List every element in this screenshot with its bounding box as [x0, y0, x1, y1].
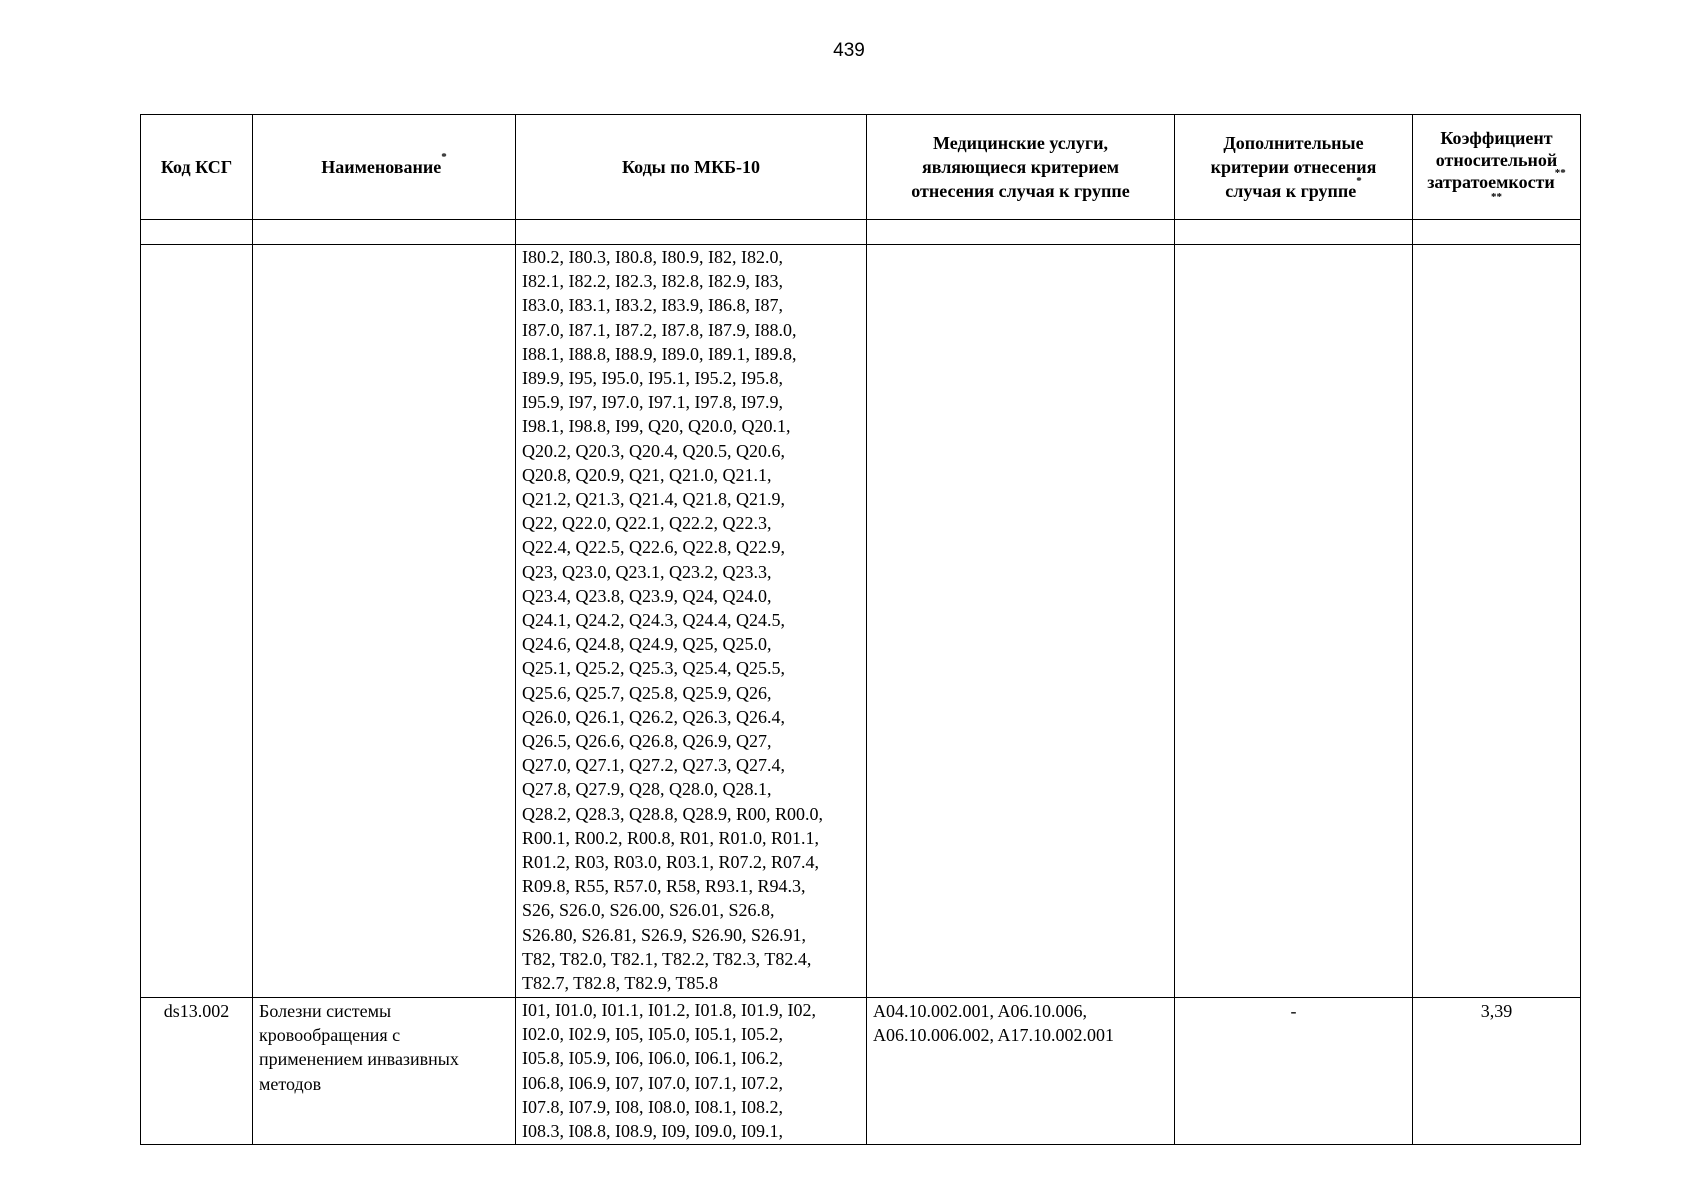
- table-cell: [516, 220, 867, 245]
- icd-line: Q20.2, Q20.3, Q20.4, Q20.5, Q20.6,: [522, 440, 785, 461]
- icd-line: Q28.2, Q28.3, Q28.8, Q28.9, R00, R00.0,: [522, 803, 824, 824]
- table-row: [141, 998, 1581, 1145]
- table-header-row: [141, 115, 1581, 220]
- icd-line: I80.2, I80.3, I80.8, I80.9, I82, I82.0,: [522, 247, 783, 267]
- cell-icd-codes: [516, 998, 867, 1145]
- icd-line: I06.8, I06.9, I07, I07.0, I07.1, I07.2,: [522, 1072, 783, 1093]
- name-line: применением инвазивных: [259, 1049, 459, 1070]
- icd-line: Q26.5, Q26.6, Q26.8, Q26.9, Q27,: [522, 731, 772, 752]
- icd-line: Q26.0, Q26.1, Q26.2, Q26.3, Q26.4,: [522, 706, 785, 727]
- header-code: Код КСГ: [141, 115, 253, 220]
- icd-line: I82.1, I82.2, I82.3, I82.8, I82.9, I83,: [522, 271, 783, 292]
- table-row: [141, 220, 1581, 245]
- icd-line: Q23, Q23.0, Q23.1, Q23.2, Q23.3,: [522, 561, 772, 582]
- cell-code: [141, 245, 253, 998]
- icd-line: T82.7, T82.8, T82.9, T85.8: [522, 973, 719, 994]
- icd-line: I01, I01.0, I01.1, I01.2, I01.8, I01.9, I02,: [522, 1000, 816, 1020]
- icd-line: Q27.0, Q27.1, Q27.2, Q27.3, Q27.4,: [522, 755, 785, 776]
- table-cell: [1413, 220, 1581, 245]
- cell-coefficient: 3,39: [1413, 998, 1581, 1145]
- cell-coefficient: [1413, 245, 1581, 998]
- icd-line: Q20.8, Q20.9, Q21, Q21.0, Q21.1,: [522, 464, 772, 485]
- icd-line: I98.1, I98.8, I99, Q20, Q20.0, Q20.1,: [522, 416, 791, 437]
- icd-line: I08.3, I08.8, I08.9, I09, I09.0, I09.1,: [522, 1121, 783, 1142]
- icd-line: I95.9, I97, I97.0, I97.1, I97.8, I97.9,: [522, 392, 783, 413]
- icd-line: R00.1, R00.2, R00.8, R01, R01.0, R01.1,: [522, 827, 820, 848]
- name-line: Болезни системы: [259, 1001, 392, 1021]
- footnote-mark: **: [1554, 167, 1566, 179]
- cell-services: [867, 998, 1175, 1145]
- page-number: 439: [833, 40, 865, 61]
- header-icd: Коды по МКБ-10: [516, 115, 867, 220]
- cell-name: [253, 998, 516, 1145]
- table-cell: [141, 220, 253, 245]
- icd-line: Q22, Q22.0, Q22.1, Q22.2, Q22.3,: [522, 513, 772, 534]
- icd-line: I83.0, I83.1, I83.2, I83.9, I86.8, I87,: [522, 295, 783, 316]
- icd-line: I89.9, I95, I95.0, I95.1, I95.2, I95.8,: [522, 368, 783, 389]
- icd-line: I05.8, I05.9, I06, I06.0, I06.1, I06.2,: [522, 1048, 783, 1069]
- header-services: Медицинские услуги, являющиеся критерием отнесения случая к группе: [867, 115, 1175, 220]
- footnote-mark: **: [1491, 191, 1502, 203]
- name-line: кровообращения с: [259, 1025, 401, 1046]
- name-line: методов: [259, 1073, 322, 1094]
- header-coef-line-1: Коэффициент: [1440, 128, 1553, 148]
- icd-line: S26.80, S26.81, S26.9, S26.90, S26.91,: [522, 924, 807, 945]
- cell-name: [253, 245, 516, 998]
- cell-extra-criteria: [1175, 245, 1413, 998]
- service-line: A04.10.002.001, A06.10.006,: [873, 1001, 1088, 1021]
- table-cell: [1175, 220, 1413, 245]
- icd-line: Q22.4, Q22.5, Q22.6, Q22.8, Q22.9,: [522, 537, 785, 558]
- header-coef-line-3: затратоемкости: [1427, 172, 1555, 192]
- icd-line: R01.2, R03, R03.0, R03.1, R07.2, R07.4,: [522, 852, 820, 873]
- header-coefficient: [1413, 115, 1581, 220]
- service-line: A06.10.006.002, A17.10.002.001: [873, 1025, 1115, 1046]
- cell-extra-criteria: -: [1175, 998, 1413, 1145]
- icd-line: Q23.4, Q23.8, Q23.9, Q24, Q24.0,: [522, 585, 772, 606]
- cell-services: [867, 245, 1175, 998]
- icd-line: Q25.6, Q25.7, Q25.8, Q25.9, Q26,: [522, 682, 772, 703]
- icd-line: Q21.2, Q21.3, Q21.4, Q21.8, Q21.9,: [522, 489, 785, 510]
- icd-line: I02.0, I02.9, I05, I05.0, I05.1, I05.2,: [522, 1024, 783, 1045]
- header-coef-line-2: относительной: [1435, 150, 1558, 170]
- icd-line: Q25.1, Q25.2, Q25.3, Q25.4, Q25.5,: [522, 658, 785, 679]
- ksg-table: [140, 114, 1581, 1145]
- icd-line: Q27.8, Q27.9, Q28, Q28.0, Q28.1,: [522, 779, 772, 800]
- icd-line: I88.1, I88.8, I88.9, I89.0, I89.1, I89.8,: [522, 343, 797, 364]
- table-cell: [867, 220, 1175, 245]
- icd-line: Q24.1, Q24.2, Q24.3, Q24.4, Q24.5,: [522, 610, 785, 631]
- header-name: Наименование*: [253, 115, 516, 220]
- cell-icd-codes: [516, 245, 867, 998]
- icd-line: T82, T82.0, T82.1, T82.2, T82.3, T82.4,: [522, 948, 812, 969]
- table-row: [141, 245, 1581, 998]
- footnote-mark: *: [1356, 175, 1362, 187]
- icd-line: S26, S26.0, S26.00, S26.01, S26.8,: [522, 900, 775, 921]
- footnote-mark: *: [441, 151, 447, 163]
- icd-line: I07.8, I07.9, I08, I08.0, I08.1, I08.2,: [522, 1096, 783, 1117]
- header-extra-criteria: Дополнительные критерии отнесения случая к группе*: [1175, 115, 1413, 220]
- cell-code: ds13.002: [141, 998, 253, 1145]
- icd-line: R09.8, R55, R57.0, R58, R93.1, R94.3,: [522, 876, 806, 897]
- icd-line: Q24.6, Q24.8, Q24.9, Q25, Q25.0,: [522, 634, 772, 655]
- icd-line: I87.0, I87.1, I87.2, I87.8, I87.9, I88.0,: [522, 319, 797, 340]
- table-cell: [253, 220, 516, 245]
